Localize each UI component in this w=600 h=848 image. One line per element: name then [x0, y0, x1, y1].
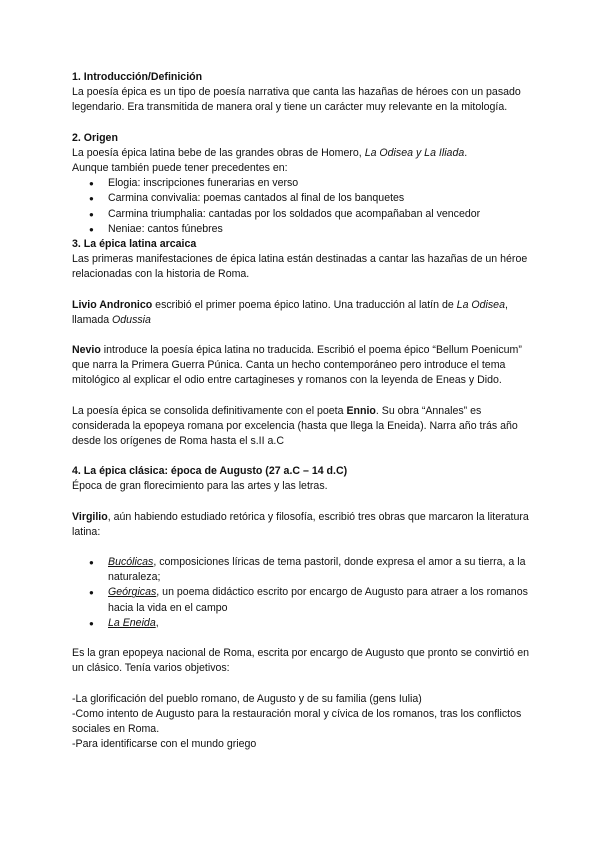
section-3-title: 3. La épica latina arcaica: [72, 238, 197, 251]
work-title-link[interactable]: Bucólicas: [108, 556, 154, 569]
list-item: ● Carmina convivalia: poemas cantados al final de los banquetes: [108, 191, 532, 206]
list-item: ● Carmina triumphalia: cantadas por los soldados que acompañaban al vencedor: [108, 207, 532, 222]
list-item: ● Elogia: inscripciones funerarias en verso: [108, 176, 532, 191]
goal-item: -La glorificación del pueblo romano, de Augusto y de su familia (gens Iulia): [72, 692, 422, 705]
virgilio-works-list: [72, 555, 532, 631]
work-title-link[interactable]: Geórgicas: [108, 586, 157, 599]
section-4-text: Época de gran florecimiento para las artes y las letras.: [72, 480, 328, 493]
section-1-text: La poesía épica es un tipo de poesía narrativa que canta las hazañas de héroes con un pasado legendario. Era transmitida de manera oral y tiene un carácter muy relevante en la mitología.: [72, 86, 521, 114]
section-2-title: 2. Origen: [72, 131, 118, 144]
livio-paragraph: Livio Andronico escribió el primer poema épico latino. Una traducción al latín de La Odisea, llamada Odussia: [72, 298, 508, 326]
eneida-paragraph: Es la gran epopeya nacional de Roma, escrita por encargo de Augusto que pronto se convirtió en un clásico. Tenía varios objetivos:: [72, 647, 529, 675]
section-2-text-2: Aunque también puede tener precedentes en:: [72, 162, 288, 175]
list-item: ● La Eneida,: [108, 616, 532, 631]
virgilio-paragraph: Virgilio, aún habiendo estudiado retórica y filosofía, escribió tres obras que marcaron la literatura latina:: [72, 510, 529, 538]
ennio-paragraph: La poesía épica se consolida definitivamente con el poeta Ennio. Su obra “Annales” es considerada la epopeya romana por excelencia (hasta que llega la Eneida). Narra año trás año desde los orígenes de Roma hasta el s.II a.C: [72, 404, 518, 448]
section-3-text: Las primeras manifestaciones de épica latina están destinadas a cantar las hazañas de un héroe relacionadas con la historia de Roma.: [72, 253, 528, 281]
section-4-title: 4. La épica clásica: época de Augusto (27 a.C – 14 d.C): [72, 465, 348, 478]
goal-item: -Como intento de Augusto para la restauración moral y cívica de los romanos, tras los conflictos sociales en Roma.: [72, 707, 522, 735]
list-item: ● Geórgicas, un poema didáctico escrito por encargo de Augusto para atraer a los romanos hacia la vida en el campo: [108, 585, 532, 615]
list-item: ● Bucólicas, composiciones líricas de tema pastoril, donde expresa el amor a su tierra, a la naturaleza;: [108, 555, 532, 585]
section-1-title: 1. Introducción/Definición: [72, 71, 203, 83]
homer-works: La Odisea y La Iliada: [364, 146, 465, 159]
list-item: ● Neniae: cantos fúnebres: [108, 222, 532, 237]
precedents-list: [72, 176, 532, 237]
section-2-text: La poesía épica latina bebe de las grandes obras de Homero, La Odisea y La Iliada.: [72, 146, 468, 159]
goal-item: -Para identificarse con el mundo griego: [72, 738, 257, 751]
work-title-link[interactable]: La Eneida: [108, 616, 156, 629]
nevio-paragraph: Nevio introduce la poesía épica latina no traducida. Escribió el poema épico “Bellum Poenicum” que narra la Primera Guerra Púnica. Canta un hecho contemporáneo pero introduce el tema mitológico al explicar el odio entre cartagineses y romanos con la leyenda de Eneas y Dido.: [72, 344, 522, 387]
document-page: [72, 70, 532, 752]
